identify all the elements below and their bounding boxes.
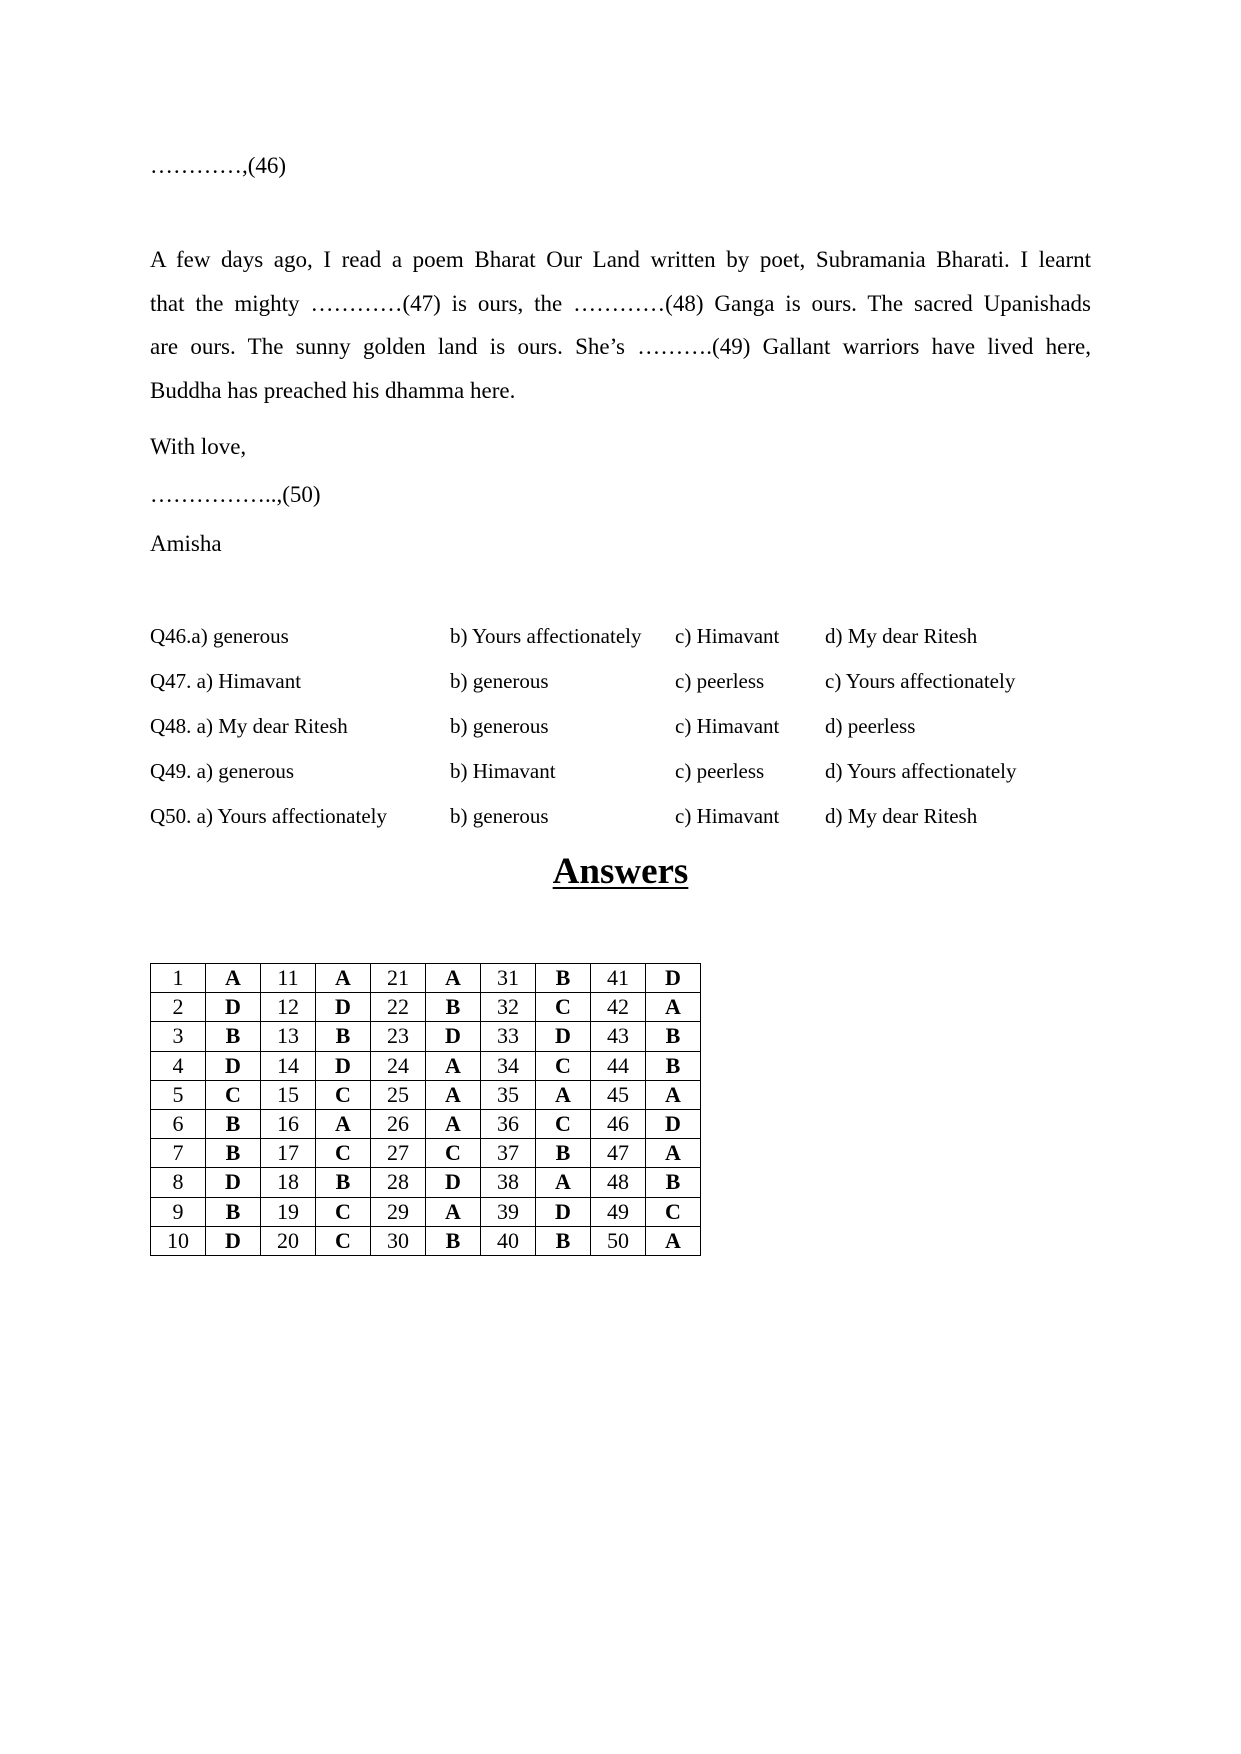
paragraph-line: A few days ago, I read a poem Bharat Our Land written by poet, Subramania Bharati. I learnt (150, 247, 1091, 272)
option-c: c) peerless (675, 759, 765, 783)
answer-cell: B (536, 1226, 591, 1255)
option-b: b) generous (450, 714, 549, 738)
question-number-cell: 9 (151, 1197, 206, 1226)
question-number-cell: 27 (371, 1139, 426, 1168)
answer-cell: C (536, 1109, 591, 1138)
question-number-cell: 43 (591, 1022, 646, 1051)
answer-cell: D (646, 964, 701, 993)
closing-line: With love, (150, 434, 247, 459)
answer-cell: C (426, 1139, 481, 1168)
answer-cell: D (426, 1168, 481, 1197)
option-d: c) Yours affectionately (825, 669, 1016, 693)
answer-cell: C (206, 1080, 261, 1109)
question-number-cell: 41 (591, 964, 646, 993)
option-a: Q48. a) My dear Ritesh (150, 714, 348, 738)
question-number-cell: 14 (261, 1051, 316, 1080)
letter-paragraph (150, 238, 1091, 412)
answer-cell: C (646, 1197, 701, 1226)
option-b: b) generous (450, 669, 549, 693)
answer-cell: A (646, 1080, 701, 1109)
answer-cell: D (536, 1022, 591, 1051)
table-row (151, 1109, 701, 1138)
question-number-cell: 46 (591, 1109, 646, 1138)
question-number-cell: 13 (261, 1022, 316, 1051)
question-number-cell: 34 (481, 1051, 536, 1080)
answer-cell: B (646, 1051, 701, 1080)
question-number-cell: 16 (261, 1109, 316, 1138)
question-number-cell: 35 (481, 1080, 536, 1109)
answer-cell: A (426, 1051, 481, 1080)
answer-cell: B (206, 1109, 261, 1138)
answer-cell: D (536, 1197, 591, 1226)
answer-cell: B (206, 1139, 261, 1168)
answer-cell: A (646, 993, 701, 1022)
question-number-cell: 18 (261, 1168, 316, 1197)
answer-cell: C (536, 1051, 591, 1080)
answer-cell: B (536, 964, 591, 993)
question-number-cell: 32 (481, 993, 536, 1022)
paragraph-line: are ours. The sunny golden land is ours. She’s ……….(49) Gallant warriors have lived here, (150, 334, 1091, 359)
option-b: b) Himavant (450, 759, 556, 783)
answer-cell: B (316, 1168, 371, 1197)
question-row (150, 711, 1100, 741)
table-row (151, 964, 701, 993)
question-number-cell: 33 (481, 1022, 536, 1051)
question-number-cell: 6 (151, 1109, 206, 1138)
question-number-cell: 7 (151, 1139, 206, 1168)
answer-cell: A (536, 1168, 591, 1197)
blank-46: …………,(46) (150, 153, 287, 178)
question-number-cell: 37 (481, 1139, 536, 1168)
question-row (150, 666, 1100, 696)
option-c: c) Himavant (675, 804, 780, 828)
answer-cell: A (426, 1080, 481, 1109)
question-number-cell: 26 (371, 1109, 426, 1138)
answer-cell: D (316, 1051, 371, 1080)
question-number-cell: 47 (591, 1139, 646, 1168)
answer-cell: B (646, 1168, 701, 1197)
answer-cell: B (316, 1022, 371, 1051)
table-row (151, 1197, 701, 1226)
answer-cell: C (316, 1197, 371, 1226)
question-number-cell: 15 (261, 1080, 316, 1109)
table-row (151, 993, 701, 1022)
answer-cell: A (646, 1139, 701, 1168)
option-a: Q50. a) Yours affectionately (150, 804, 387, 828)
question-number-cell: 12 (261, 993, 316, 1022)
option-b: b) generous (450, 804, 549, 828)
answer-cell: D (646, 1109, 701, 1138)
option-a: Q46.a) generous (150, 624, 289, 648)
question-number-cell: 21 (371, 964, 426, 993)
question-row (150, 801, 1100, 831)
answer-cell: A (426, 1197, 481, 1226)
question-number-cell: 29 (371, 1197, 426, 1226)
question-number-cell: 8 (151, 1168, 206, 1197)
question-number-cell: 44 (591, 1051, 646, 1080)
answer-cell: A (316, 964, 371, 993)
option-b: b) Yours affectionately (450, 624, 642, 648)
question-number-cell: 36 (481, 1109, 536, 1138)
question-number-cell: 11 (261, 964, 316, 993)
question-row (150, 756, 1100, 786)
option-a: Q47. a) Himavant (150, 669, 302, 693)
answer-cell: A (206, 964, 261, 993)
answer-cell: D (206, 1226, 261, 1255)
question-number-cell: 2 (151, 993, 206, 1022)
question-number-cell: 40 (481, 1226, 536, 1255)
question-number-cell: 10 (151, 1226, 206, 1255)
option-d: d) My dear Ritesh (825, 624, 978, 648)
question-number-cell: 3 (151, 1022, 206, 1051)
option-c: c) Himavant (675, 714, 780, 738)
answer-cell: B (206, 1197, 261, 1226)
option-c: c) Himavant (675, 624, 780, 648)
question-number-cell: 31 (481, 964, 536, 993)
signature: Amisha (150, 531, 222, 556)
question-number-cell: 23 (371, 1022, 426, 1051)
question-number-cell: 22 (371, 993, 426, 1022)
question-number-cell: 28 (371, 1168, 426, 1197)
question-number-cell: 39 (481, 1197, 536, 1226)
answer-cell: C (316, 1080, 371, 1109)
answer-cell: A (536, 1080, 591, 1109)
answer-key-table (150, 963, 701, 1256)
option-c: c) peerless (675, 669, 765, 693)
answer-cell: B (426, 1226, 481, 1255)
answer-cell: B (206, 1022, 261, 1051)
question-number-cell: 19 (261, 1197, 316, 1226)
answer-cell: D (206, 1051, 261, 1080)
answer-cell: C (316, 1226, 371, 1255)
question-number-cell: 17 (261, 1139, 316, 1168)
answer-cell: B (536, 1139, 591, 1168)
question-number-cell: 1 (151, 964, 206, 993)
answer-cell: B (426, 993, 481, 1022)
question-number-cell: 48 (591, 1168, 646, 1197)
table-row (151, 1139, 701, 1168)
question-number-cell: 38 (481, 1168, 536, 1197)
answer-cell: C (316, 1139, 371, 1168)
question-row (150, 621, 1100, 651)
table-row (151, 1226, 701, 1255)
blank-50: ……………..,(50) (150, 482, 321, 507)
answer-cell: D (206, 993, 261, 1022)
table-row (151, 1080, 701, 1109)
answer-cell: A (426, 964, 481, 993)
question-number-cell: 30 (371, 1226, 426, 1255)
question-number-cell: 25 (371, 1080, 426, 1109)
answer-cell: C (536, 993, 591, 1022)
paragraph-line: Buddha has preached his dhamma here. (150, 377, 516, 403)
question-number-cell: 42 (591, 993, 646, 1022)
table-row (151, 1168, 701, 1197)
option-d: d) peerless (825, 714, 916, 738)
question-number-cell: 45 (591, 1080, 646, 1109)
question-number-cell: 49 (591, 1197, 646, 1226)
question-number-cell: 24 (371, 1051, 426, 1080)
option-d: d) My dear Ritesh (825, 804, 978, 828)
answer-cell: D (316, 993, 371, 1022)
table-row (151, 1022, 701, 1051)
question-number-cell: 4 (151, 1051, 206, 1080)
option-a: Q49. a) generous (150, 759, 295, 783)
answer-cell: D (426, 1022, 481, 1051)
answer-cell: A (426, 1109, 481, 1138)
answer-cell: B (646, 1022, 701, 1051)
question-number-cell: 50 (591, 1226, 646, 1255)
table-row (151, 1051, 701, 1080)
answers-heading: Answers (552, 851, 689, 892)
answer-cell: A (646, 1226, 701, 1255)
option-d: d) Yours affectionately (825, 759, 1017, 783)
answer-cell: A (316, 1109, 371, 1138)
question-number-cell: 20 (261, 1226, 316, 1255)
question-number-cell: 5 (151, 1080, 206, 1109)
paragraph-line: that the mighty …………(47) is ours, the …………(48) Ganga is ours. The sacred Upanishads (150, 290, 1091, 316)
answer-cell: D (206, 1168, 261, 1197)
